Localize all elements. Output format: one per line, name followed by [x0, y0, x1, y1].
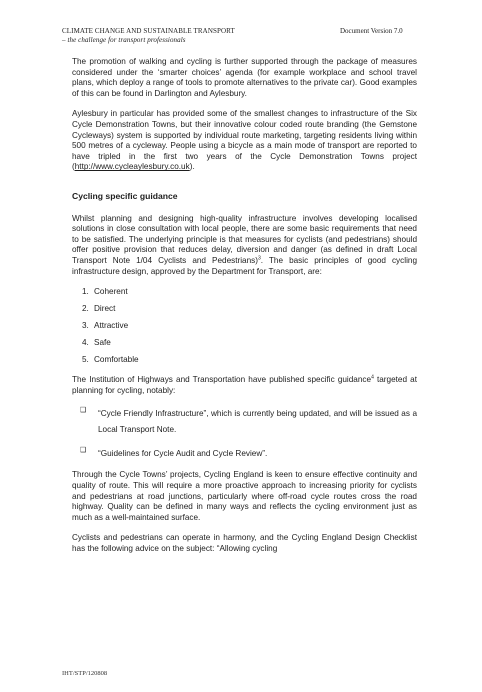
- paragraph-planning-text: Whilst planning and designing high-quality infrastructure involves developing localised solutions in close consultation with local people, there are some basic requirements that need to be satisfied. The underlying principle is that measures for cyclists (and pedestrians) should offer positive provision that reduces delay, diversion and danger (as defined in draft Local Transport Note 1/04 Cyclists and Pedestrians): [72, 213, 417, 265]
- section-heading: Cycling specific guidance: [72, 190, 178, 201]
- paragraph-aylesbury-end: ).: [189, 162, 195, 172]
- list-text: Coherent: [94, 287, 128, 297]
- footnote-ref-4[interactable]: 4: [371, 374, 374, 381]
- cycleaylesbury-link[interactable]: http://www.cycleaylesbury.co.uk: [74, 162, 190, 172]
- list-item: [72, 338, 417, 349]
- guidance-list: [72, 406, 417, 462]
- list-item: [72, 406, 417, 438]
- list-number: 5.: [82, 354, 89, 364]
- list-text: “Guidelines for Cycle Audit and Cycle Review”.: [98, 449, 268, 459]
- list-item: [72, 355, 417, 366]
- list-item: [72, 321, 417, 332]
- paragraph-planning-end: . The basic principles of good cycling infrastructure design, approved by the Department for Transport, are:: [72, 255, 417, 276]
- paragraph-iht-end: targeted at planning for cycling, notably:: [72, 375, 417, 395]
- list-item: [72, 446, 417, 462]
- list-item: [72, 287, 417, 298]
- checkbox-bullet-icon: ❑: [80, 407, 87, 415]
- list-item: [72, 304, 417, 315]
- paragraph-harmony: Cyclists and pedestrians can operate in harmony, and the Cycling England Design Checklist has the following advice on the subject: “Allowing cycling: [72, 533, 417, 553]
- paragraph-aylesbury-text: Aylesbury in particular has provided some of the smallest changes to infrastructure of the Six Cycle Demonstration Towns, but their innovative colour coded route branding (the Gemstone Cycleways) system is supported by individual route marketing, targeting residents living within 500 metres of a cycleway. People using a bicycle as a main mode of transport are reported to have tripled in the first two years of the Cycle Demonstration Towns project (: [72, 109, 417, 172]
- header-subtitle: – the challenge for transport professionals: [62, 36, 186, 44]
- list-number: 4.: [82, 337, 89, 347]
- paragraph-iht-guidance: [72, 375, 417, 396]
- paragraph-planning: [72, 214, 417, 278]
- list-text: Safe: [94, 337, 111, 347]
- checkbox-bullet-icon: ❑: [80, 447, 87, 455]
- list-number: 1.: [82, 287, 89, 297]
- paragraph-cycle-towns: Through the Cycle Towns’ projects, Cycling England is keen to ensure effective continuity and quality of route. This will require a more proactive approach to increasing priority for cyclists and pedestrians at road junctions, particularly where off-road cycle routes cross the road highway. Quality can be defined in many ways and reflects the cycling environment just as much as a well-maintained surface.: [72, 470, 417, 522]
- list-number: 2.: [82, 303, 89, 313]
- list-number: 3.: [82, 320, 89, 330]
- list-text: Direct: [94, 303, 116, 313]
- paragraph-iht-text: The Institution of Highways and Transportation have published specific guidance: [72, 375, 372, 385]
- list-text: “Cycle Friendly Infrastructure”, which is currently being updated, and will be issued as a Local Transport Note.: [98, 409, 417, 435]
- paragraph-aylesbury: [72, 109, 417, 173]
- document-reference: IHT/STP/120808: [62, 670, 108, 677]
- header-title: CLIMATE CHANGE AND SUSTAINABLE TRANSPORT: [62, 27, 235, 35]
- principles-list: [72, 287, 417, 365]
- list-text: Attractive: [94, 320, 129, 330]
- document-body: [72, 57, 417, 565]
- document-version: Document Version 7.0: [340, 27, 403, 35]
- list-text: Comfortable: [94, 354, 139, 364]
- running-header: [62, 27, 235, 45]
- footnote-ref-3[interactable]: 3: [257, 255, 261, 262]
- paragraph-walking-cycling: The promotion of walking and cycling is further supported through the package of measures considered under the ‘smarter choices’ agenda (for example workplace and school travel plans, which deploy a range of tools to promote alternatives to the private car). Good examples of this can be found in Darlington and Aylesbury.: [72, 57, 417, 98]
